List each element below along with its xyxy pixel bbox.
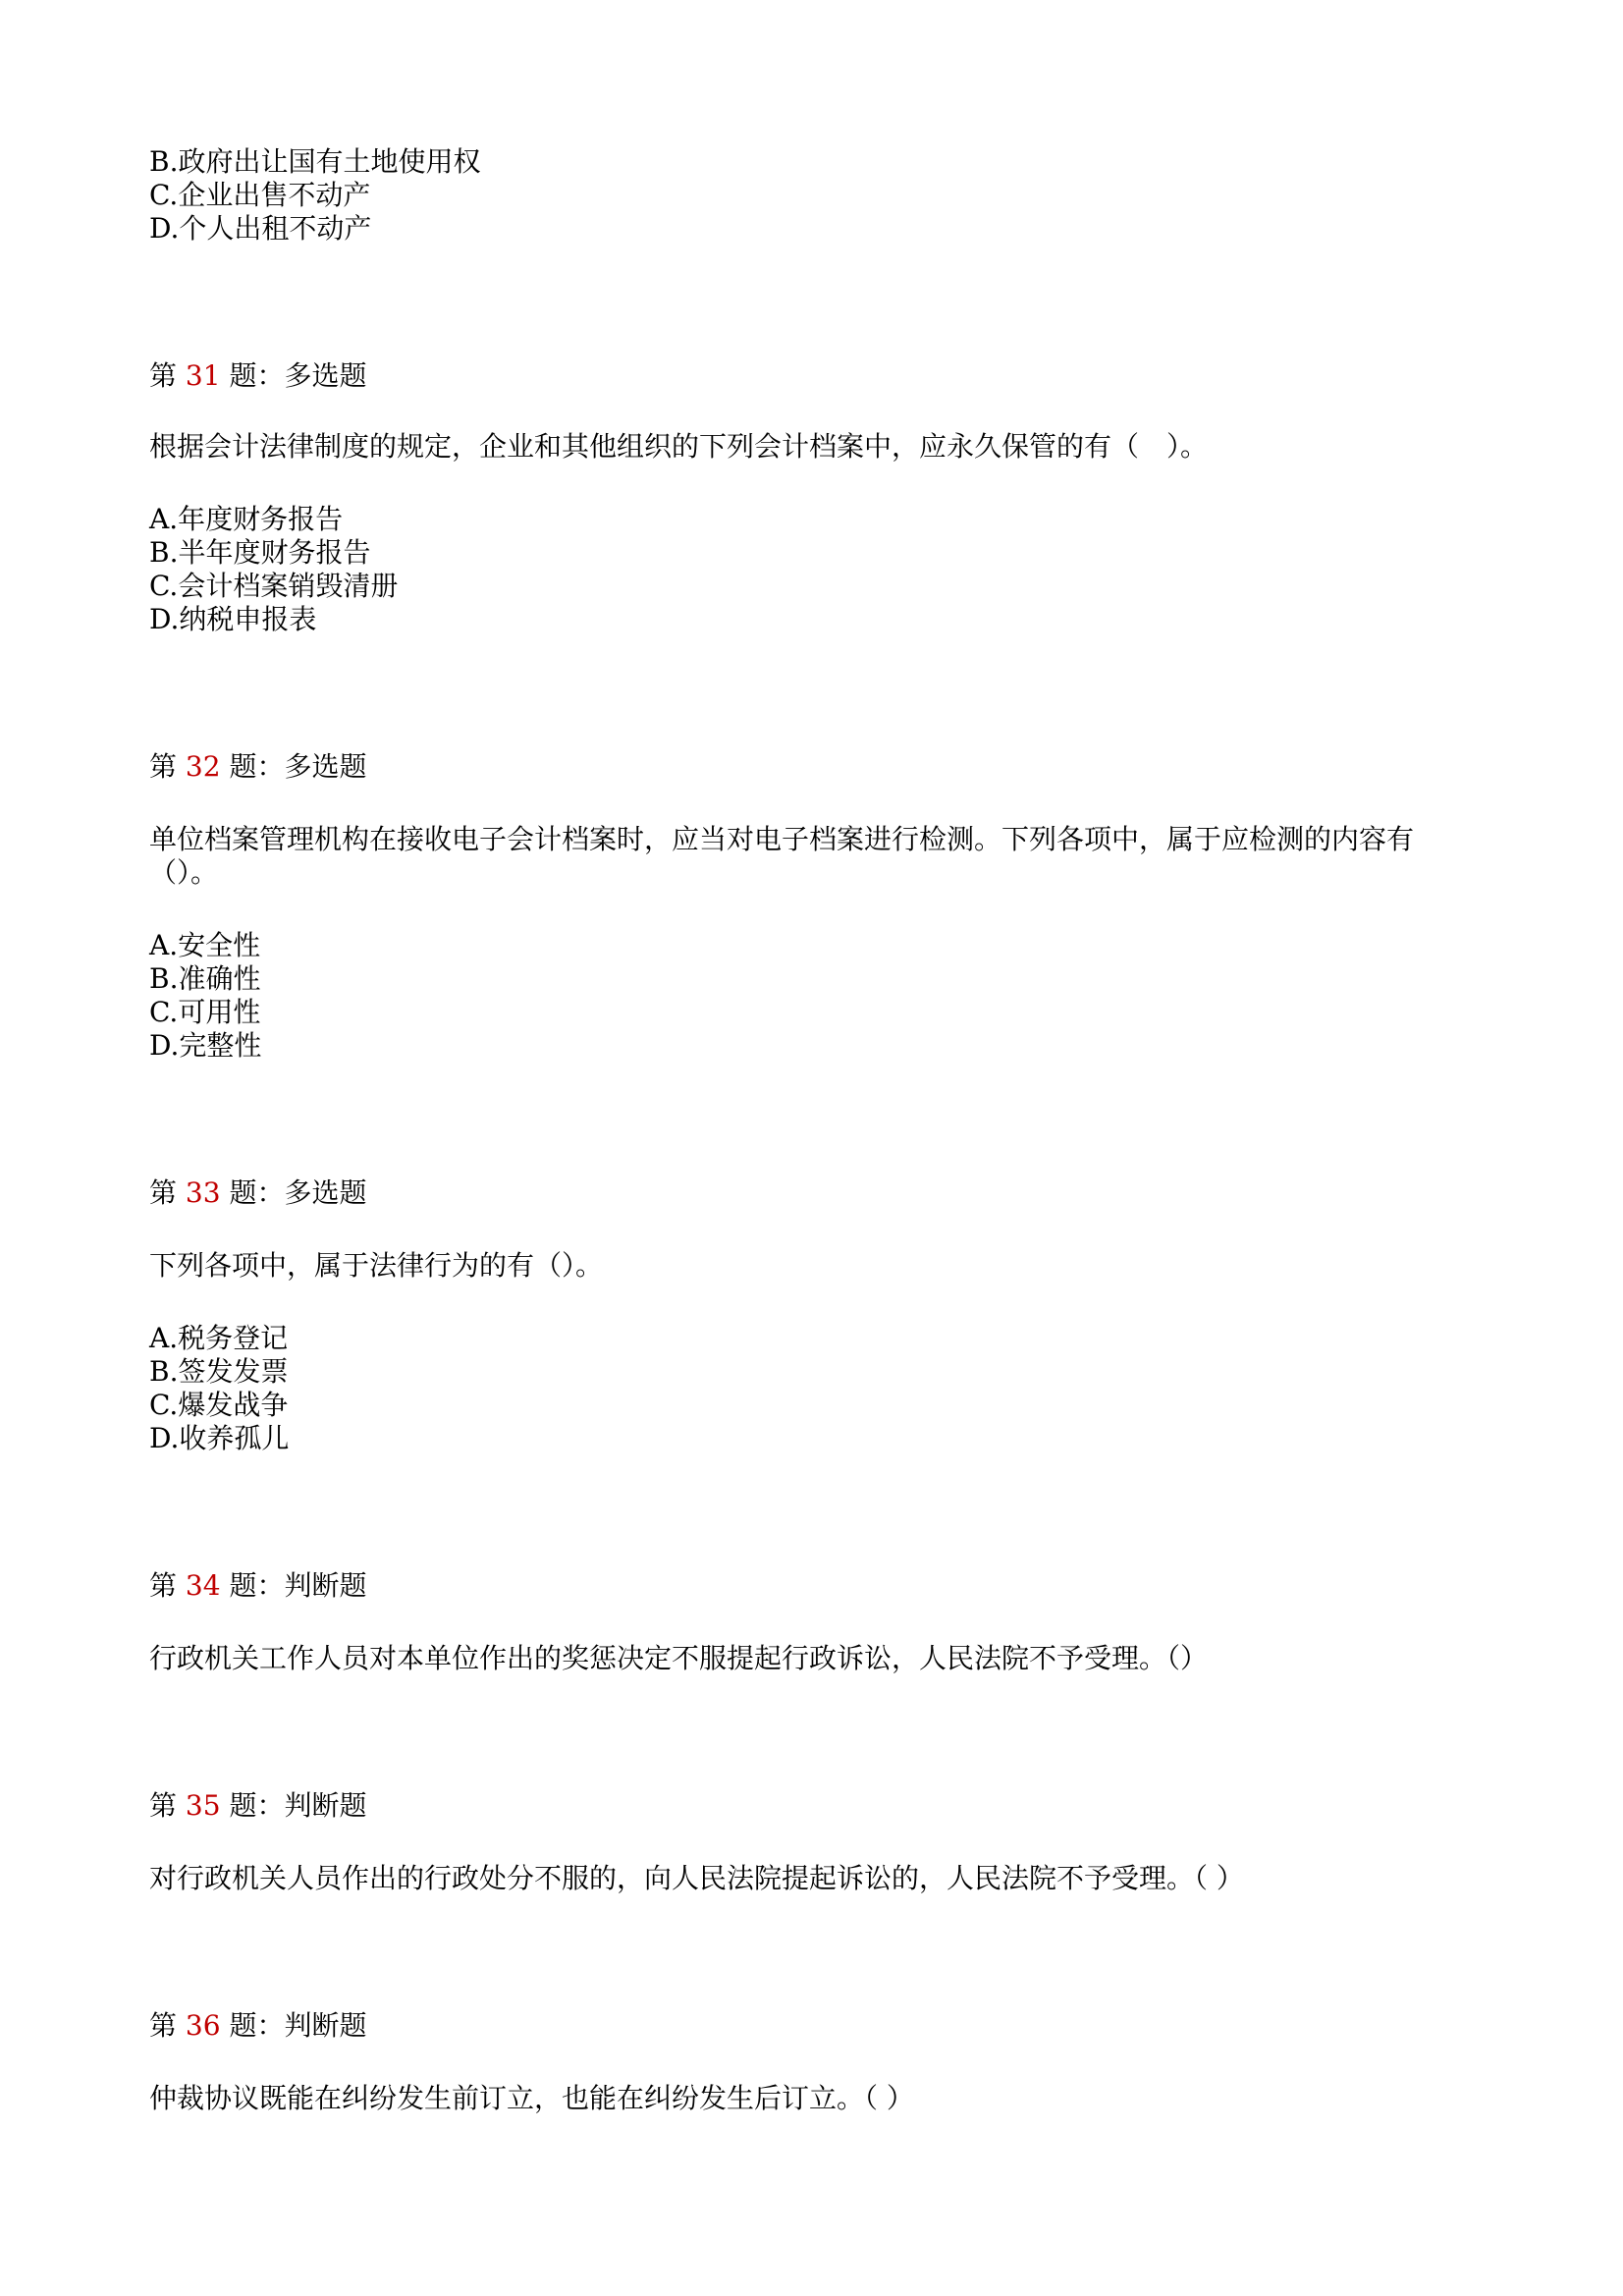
question-stem-continuation: （）。: [149, 856, 219, 889]
question-prefix: 第: [149, 1176, 178, 1209]
question-number: 32: [185, 750, 221, 783]
question-stem: 单位档案管理机构在接收电子会计档案时，应当对电子档案进行检测。下列各项中，属于应检测的内容有: [149, 823, 1415, 855]
question-heading: [149, 1569, 366, 1603]
question-number: 36: [185, 2009, 221, 2042]
question-prefix: 第: [149, 359, 178, 392]
option-line: C.可用性: [149, 996, 261, 1028]
question-heading: [149, 1789, 366, 1823]
option-line: A.税务登记: [149, 1322, 289, 1354]
question-stem: 对行政机关人员作出的行政处分不服的，向人民法院提起诉讼的，人民法院不予受理。（ ）: [149, 1862, 1244, 1894]
option-line: B.半年度财务报告: [149, 536, 371, 569]
option-line: A.年度财务报告: [149, 503, 344, 535]
question-number: 31: [185, 359, 221, 392]
question-prefix: 第: [149, 1569, 178, 1602]
question-type: 题：判断题: [229, 1789, 367, 1822]
question-heading: [149, 2009, 366, 2043]
question-heading: [149, 750, 366, 784]
question-stem: 行政机关工作人员对本单位作出的奖惩决定不服提起行政诉讼，人民法院不予受理。（）: [149, 1642, 1209, 1674]
question-prefix: 第: [149, 750, 178, 783]
question-type: 题：判断题: [229, 1569, 367, 1602]
option-line: B.签发发票: [149, 1355, 289, 1388]
question-heading: [149, 359, 366, 393]
question-heading: [149, 1176, 366, 1210]
option-line: A.安全性: [149, 929, 261, 961]
option-line: B.准确性: [149, 962, 261, 995]
option-line: C.企业出售不动产: [149, 179, 371, 211]
question-number: 34: [185, 1569, 221, 1602]
question-type: 题：判断题: [229, 2009, 367, 2042]
option-line: C.会计档案销毁清册: [149, 570, 399, 602]
question-type: 题：多选题: [229, 359, 367, 392]
question-type: 题：多选题: [229, 750, 367, 783]
question-number: 35: [185, 1789, 221, 1822]
option-line: D.纳税申报表: [149, 603, 317, 635]
question-type: 题：多选题: [229, 1176, 367, 1209]
question-stem: 仲裁协议既能在纠纷发生前订立，也能在纠纷发生后订立。（ ）: [149, 2082, 914, 2114]
question-prefix: 第: [149, 2009, 178, 2042]
option-line: D.完整性: [149, 1029, 262, 1062]
option-line: D.收养孤儿: [149, 1422, 290, 1454]
option-line: D.个人出租不动产: [149, 212, 372, 245]
question-stem: 根据会计法律制度的规定，企业和其他组织的下列会计档案中，应永久保管的有（ ）。: [149, 430, 1209, 463]
question-number: 33: [185, 1176, 221, 1209]
question-prefix: 第: [149, 1789, 178, 1822]
option-line: C.爆发战争: [149, 1389, 289, 1421]
option-line: B.政府出让国有土地使用权: [149, 145, 481, 178]
question-stem: 下列各项中，属于法律行为的有（）。: [149, 1249, 604, 1282]
